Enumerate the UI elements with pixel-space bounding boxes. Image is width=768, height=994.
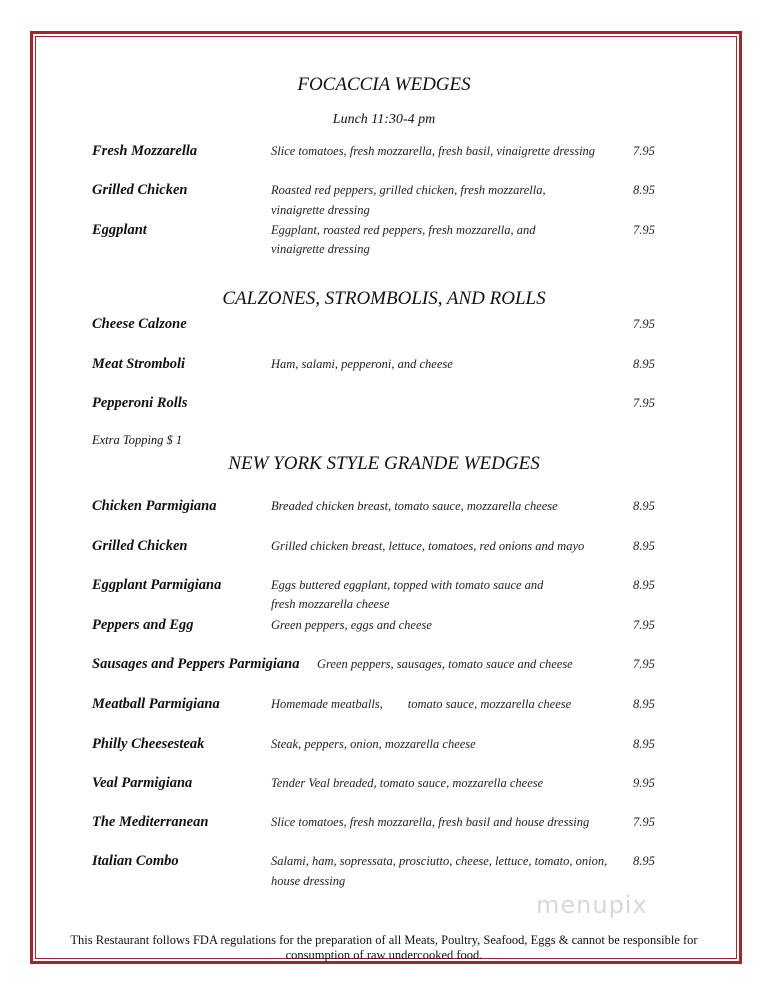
section-title: NEW YORK STYLE GRANDE WEDGES: [228, 453, 540, 474]
item-price: 8.95: [633, 183, 655, 197]
item-desc-cont: fresh mozzarella cheese: [271, 597, 390, 611]
item-desc: Salami, ham, sopressata, prosciutto, cheese, lettuce, tomato, onion,: [271, 854, 608, 868]
item-desc: Steak, peppers, onion, mozzarella cheese: [271, 737, 476, 751]
item-name: Veal Parmigiana: [92, 775, 193, 791]
item-desc-cont: house dressing: [271, 874, 346, 888]
item-price: 7.95: [633, 396, 655, 410]
item-name: Eggplant: [92, 222, 147, 238]
item-name: Fresh Mozzarella: [92, 143, 198, 159]
section-title: FOCACCIA WEDGES: [297, 74, 471, 95]
item-name: Grilled Chicken: [92, 182, 188, 198]
item-name: Italian Combo: [92, 853, 179, 869]
item-price: 7.95: [633, 223, 655, 237]
item-desc: Eggplant, roasted red peppers, fresh mozzarella, and: [271, 223, 536, 237]
item-price: 8.95: [633, 357, 655, 371]
footer-disclaimer: This Restaurant follows FDA regulations for the preparation of all Meats, Poultry, Seafood, Eggs & cannot be responsible for consumption of raw undercooked food.: [70, 933, 698, 962]
item-desc: Breaded chicken breast, tomato sauce, mozzarella cheese: [271, 499, 558, 513]
item-name: Philly Cheesesteak: [92, 736, 205, 752]
extra-topping-note: Extra Topping $ 1: [92, 433, 183, 447]
item-price: 7.95: [633, 618, 655, 632]
item-name: Pepperoni Rolls: [92, 395, 188, 411]
item-price: 8.95: [633, 854, 655, 868]
item-price: 7.95: [633, 815, 655, 829]
item-desc: Roasted red peppers, grilled chicken, fresh mozzarella,: [271, 183, 546, 197]
item-name: Cheese Calzone: [92, 316, 187, 332]
item-price: 8.95: [633, 578, 655, 592]
item-price: 7.95: [633, 657, 655, 671]
item-desc: Slice tomatoes, fresh mozzarella, fresh basil, vinaigrette dressing: [271, 144, 596, 158]
item-desc: Homemade meatballs, tomato sauce, mozzarella cheese: [271, 697, 572, 711]
item-name: Grilled Chicken: [92, 538, 188, 554]
item-desc-cont: vinaigrette dressing: [271, 203, 370, 217]
item-name: Meat Stromboli: [92, 356, 186, 372]
item-desc-cont: vinaigrette dressing: [271, 242, 370, 256]
item-price: 8.95: [633, 737, 655, 751]
item-name: Peppers and Egg: [92, 617, 194, 633]
item-desc: Tender Veal breaded, tomato sauce, mozzarella cheese: [271, 776, 544, 790]
item-desc: Green peppers, sausages, tomato sauce and cheese: [317, 657, 573, 671]
item-name: Eggplant Parmigiana: [92, 577, 222, 593]
item-price: 9.95: [633, 776, 655, 790]
item-name: Sausages and Peppers Parmigiana: [92, 656, 300, 672]
item-desc: Ham, salami, pepperoni, and cheese: [271, 357, 453, 371]
item-desc: Slice tomatoes, fresh mozzarella, fresh basil and house dressing: [271, 815, 590, 829]
item-price: 7.95: [633, 317, 655, 331]
item-price: 8.95: [633, 539, 655, 553]
section-subtitle: Lunch 11:30-4 pm: [332, 112, 436, 127]
section-title: CALZONES, STROMBOLIS, AND ROLLS: [222, 288, 546, 309]
item-desc: Green peppers, eggs and cheese: [271, 618, 432, 632]
item-desc: Grilled chicken breast, lettuce, tomatoes, red onions and mayo: [271, 539, 585, 553]
watermark-logo: menupix: [536, 891, 648, 919]
item-price: 8.95: [633, 499, 655, 513]
item-name: The Mediterranean: [92, 814, 209, 830]
item-name: Meatball Parmigiana: [92, 696, 220, 712]
item-desc: Eggs buttered eggplant, topped with tomato sauce and: [271, 578, 544, 592]
item-name: Chicken Parmigiana: [92, 498, 217, 514]
item-price: 7.95: [633, 144, 655, 158]
item-price: 8.95: [633, 697, 655, 711]
